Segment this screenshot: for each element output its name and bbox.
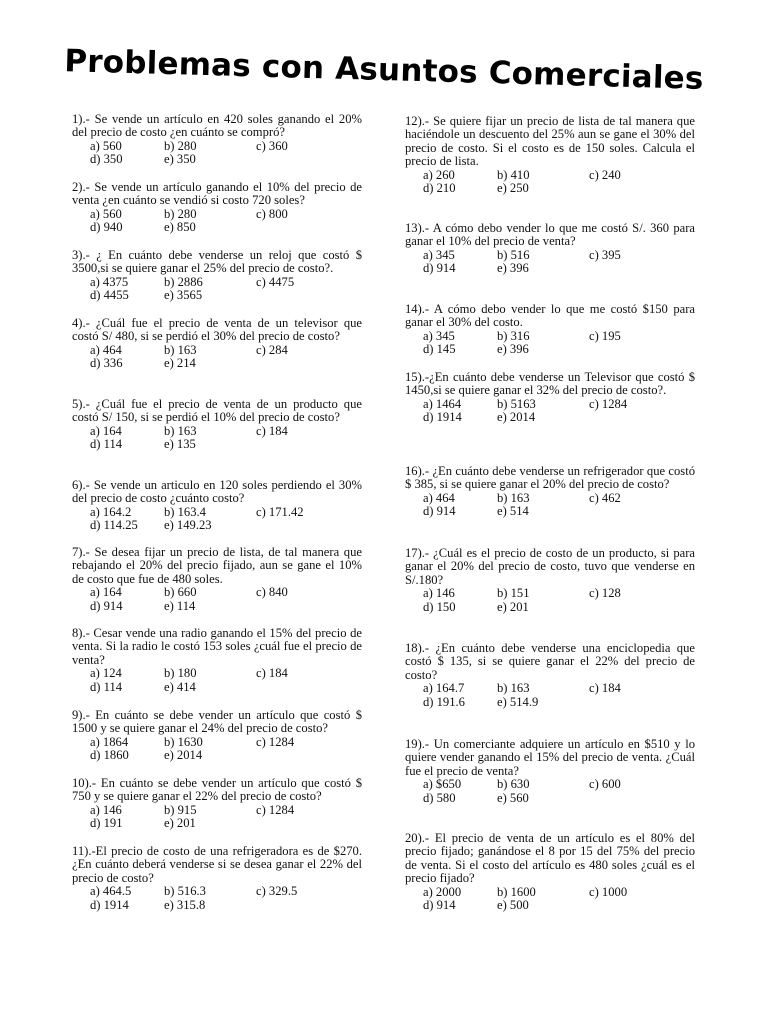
option-a: a) 345 (423, 247, 455, 262)
option-b: b) 1630 (164, 734, 203, 749)
option-b: b) 516 (497, 247, 530, 262)
answer-options (72, 667, 362, 694)
option-c: c) 195 (589, 328, 621, 343)
option-b: b) 163 (164, 423, 197, 438)
option-e: e) 3565 (164, 288, 203, 303)
option-d: d) 350 (90, 152, 123, 167)
problem-statement: 2).- Se vende un artículo ganando el 10% del precio de venta ¿en cuánto se vendió si costo 720 soles? (72, 180, 362, 208)
problem-20 (405, 832, 695, 912)
problem-statement: 16).- ¿En cuánto debe venderse un refrigerador que costó $ 385, si se quiere ganar el 20% del precio de costo? (405, 464, 695, 492)
answer-options (405, 169, 695, 196)
option-c: c) 1000 (589, 884, 628, 899)
option-b: b) 1600 (497, 884, 536, 899)
answer-options (72, 804, 362, 831)
problem-statement: 4).- ¿Cuál fue el precio de venta de un televisor que costó S/ 480, si se perdió el 30% del precio de costo? (72, 316, 362, 344)
problem-12 (405, 115, 695, 195)
answer-options (405, 886, 695, 913)
problem-3 (72, 249, 362, 303)
option-e: e) 414 (164, 679, 196, 694)
problem-15 (405, 371, 695, 425)
answer-options (72, 736, 362, 763)
option-e: e) 2014 (497, 410, 536, 425)
option-c: c) 240 (589, 167, 621, 182)
option-b: b) 163 (497, 681, 530, 696)
option-c: c) 462 (589, 490, 621, 505)
problem-11 (72, 845, 362, 912)
problem-statement: 1).- Se vende un artículo en 420 soles ganando el 20% del precio de costo ¿en cuánto se compró? (72, 112, 362, 140)
option-b: b) 280 (164, 206, 197, 221)
option-a: a) 464.5 (90, 884, 132, 899)
option-e: e) 214 (164, 356, 196, 371)
option-e: e) 149.23 (164, 518, 212, 533)
option-c: c) 360 (256, 138, 288, 153)
option-a: a) 1464 (423, 396, 462, 411)
option-b: b) 630 (497, 777, 530, 792)
option-e: e) 2014 (164, 748, 203, 763)
problem-8 (72, 627, 362, 694)
option-b: b) 163 (164, 342, 197, 357)
option-c: c) 800 (256, 206, 288, 221)
problem-10 (72, 777, 362, 831)
option-e: e) 396 (497, 261, 529, 276)
option-b: b) 660 (164, 585, 197, 600)
problem-9 (72, 709, 362, 763)
answer-options (405, 587, 695, 614)
problem-statement: 15).-¿En cuánto debe venderse un Televisor que costó $ 1450,si se quiere ganar el 32% del precio de costo?. (405, 370, 695, 398)
option-a: a) $650 (423, 777, 462, 792)
problem-2 (72, 181, 362, 235)
problem-18 (405, 642, 695, 709)
option-b: b) 2886 (164, 274, 203, 289)
option-a: a) 146 (90, 802, 122, 817)
answer-options (405, 398, 695, 425)
problem-16 (405, 465, 695, 519)
answer-options (405, 492, 695, 519)
answer-options (72, 586, 362, 613)
option-a: a) 2000 (423, 884, 462, 899)
option-a: a) 164.2 (90, 504, 132, 519)
answer-options (405, 249, 695, 276)
option-d: d) 1860 (90, 748, 129, 763)
problem-statement: 13).- A cómo debo vender lo que me costó S/. 360 para ganar el 10% del precio de venta? (405, 221, 695, 249)
option-d: d) 150 (423, 599, 456, 614)
option-d: d) 914 (90, 598, 123, 613)
option-e: e) 315.8 (164, 897, 206, 912)
option-d: d) 940 (90, 220, 123, 235)
page-title: Problemas con Asuntos Comerciales (63, 43, 705, 97)
answer-options (72, 506, 362, 533)
option-d: d) 580 (423, 790, 456, 805)
option-b: b) 316 (497, 328, 530, 343)
option-e: e) 201 (164, 816, 196, 831)
problem-statement: 6).- Se vende un articulo en 120 soles perdiendo el 30% del precio de costo ¿cuánto costo? (72, 478, 362, 506)
option-a: a) 164 (90, 585, 122, 600)
option-b: b) 5163 (497, 396, 536, 411)
problem-statement: 11).-El precio de costo de una refrigeradora es de $270. ¿En cuánto deberá venderse si se desea ganar el 22% del precio de costo? (72, 844, 362, 885)
problem-6 (72, 479, 362, 533)
problem-statement: 17).- ¿Cuál es el precio de costo de un producto, si para ganar el 20% del precio de costo, tuvo que venderse en S/.180? (405, 546, 695, 587)
option-c: c) 4475 (256, 274, 295, 289)
option-a: a) 345 (423, 328, 455, 343)
option-d: d) 145 (423, 342, 456, 357)
problem-statement: 19).- Un comerciante adquiere un artículo en $510 y lo quiere vender ganando el 15% del precio de venta. ¿Cuál fue el precio de venta? (405, 737, 695, 778)
option-a: a) 146 (423, 586, 455, 601)
answer-options (72, 208, 362, 235)
answer-options (72, 276, 362, 303)
answer-options (72, 885, 362, 912)
option-d: d) 114 (90, 437, 123, 452)
option-e: e) 514.9 (497, 694, 539, 709)
option-a: a) 1864 (90, 734, 129, 749)
problem-statement: 12).- Se quiere fijar un precio de lista de tal manera que haciéndole un descuento del 25% aun se gane el 30% del precio de costo. Si el costo es de 150 soles. Calcula el precio de lista. (405, 114, 695, 169)
option-c: c) 184 (256, 423, 288, 438)
option-a: a) 464 (90, 342, 122, 357)
option-a: a) 124 (90, 666, 122, 681)
option-e: e) 514 (497, 504, 529, 519)
problem-19 (405, 738, 695, 805)
problem-statement: 18).- ¿En cuánto debe venderse una enciclopedia que costó $ 135, si se quiere ganar el 22% del precio de costo? (405, 641, 695, 682)
option-c: c) 284 (256, 342, 288, 357)
option-c: c) 600 (589, 777, 621, 792)
option-c: c) 840 (256, 585, 288, 600)
option-d: d) 210 (423, 181, 456, 196)
option-a: a) 164 (90, 423, 122, 438)
option-b: b) 180 (164, 666, 197, 681)
problem-statement: 10).- En cuánto se debe vender un artículo que costó $ 750 y se quiere ganar el 22% del precio de costo? (72, 776, 362, 804)
option-c: c) 395 (589, 247, 621, 262)
option-c: c) 184 (589, 681, 621, 696)
option-b: b) 516.3 (164, 884, 206, 899)
option-e: e) 250 (497, 181, 529, 196)
answer-options (405, 778, 695, 805)
option-b: b) 163 (497, 490, 530, 505)
option-e: e) 350 (164, 152, 196, 167)
answer-options (72, 140, 362, 167)
option-c: c) 171.42 (256, 504, 304, 519)
problem-5 (72, 398, 362, 452)
problem-statement: 5).- ¿Cuál fue el precio de venta de un producto que costó S/ 150, si se perdió el 10% del precio de costo? (72, 397, 362, 425)
problem-1 (72, 113, 362, 167)
option-b: b) 280 (164, 138, 197, 153)
option-a: a) 464 (423, 490, 455, 505)
option-e: e) 114 (164, 598, 196, 613)
problem-statement: 14).- A cómo debo vender lo que me costó $150 para ganar el 30% del costo. (405, 302, 695, 330)
option-b: b) 915 (164, 802, 197, 817)
option-e: e) 500 (497, 898, 529, 913)
option-e: e) 135 (164, 437, 196, 452)
option-c: c) 1284 (589, 396, 628, 411)
option-d: d) 914 (423, 898, 456, 913)
problem-13 (405, 222, 695, 276)
option-c: c) 128 (589, 586, 621, 601)
problem-14 (405, 303, 695, 357)
option-a: a) 560 (90, 138, 122, 153)
option-c: c) 329.5 (256, 884, 298, 899)
option-a: a) 4375 (90, 274, 129, 289)
answer-options (72, 425, 362, 452)
problem-4 (72, 317, 362, 371)
problem-statement: 3).- ¿ En cuánto debe venderse un reloj que costó $ 3500,si se quiere ganar el 25% del precio de costo?. (72, 248, 362, 276)
answer-options (72, 344, 362, 371)
option-d: d) 1914 (423, 410, 462, 425)
option-e: e) 396 (497, 342, 529, 357)
option-c: c) 184 (256, 666, 288, 681)
option-d: d) 191 (90, 816, 123, 831)
problem-statement: 20).- El precio de venta de un artículo es el 80% del precio fijado; ganándose el 8 por 15 del 75% del precio de venta. Si el costo del artículo es 480 soles ¿cuál es el precio fijado? (405, 831, 695, 886)
answer-options (405, 682, 695, 709)
option-b: b) 410 (497, 167, 530, 182)
option-d: d) 4455 (90, 288, 129, 303)
answer-options (405, 330, 695, 357)
option-e: e) 850 (164, 220, 196, 235)
option-d: d) 114 (90, 679, 123, 694)
option-e: e) 201 (497, 599, 529, 614)
problem-7 (72, 546, 362, 613)
option-c: c) 1284 (256, 802, 295, 817)
option-d: d) 114.25 (90, 518, 138, 533)
problem-statement: 9).- En cuánto se debe vender un artículo que costó $ 1500 y se quiere ganar el 24% del precio de costo? (72, 708, 362, 736)
option-a: a) 260 (423, 167, 455, 182)
problem-statement: 8).- Cesar vende una radio ganando el 15% del precio de venta. Si la radio le costó 153 soles ¿cuál fue el precio de venta? (72, 626, 362, 667)
option-b: b) 163.4 (164, 504, 206, 519)
option-d: d) 914 (423, 504, 456, 519)
option-e: e) 560 (497, 790, 529, 805)
option-d: d) 191.6 (423, 694, 465, 709)
option-d: d) 336 (90, 356, 123, 371)
option-b: b) 151 (497, 586, 530, 601)
option-a: a) 560 (90, 206, 122, 221)
problem-17 (405, 547, 695, 614)
option-c: c) 1284 (256, 734, 295, 749)
problem-statement: 7).- Se desea fijar un precio de lista, de tal manera que rebajando el 20% del precio fijado, aun se gane el 10% de costo que fue de 480 soles. (72, 545, 362, 586)
option-a: a) 164.7 (423, 681, 465, 696)
option-d: d) 1914 (90, 897, 129, 912)
option-d: d) 914 (423, 261, 456, 276)
